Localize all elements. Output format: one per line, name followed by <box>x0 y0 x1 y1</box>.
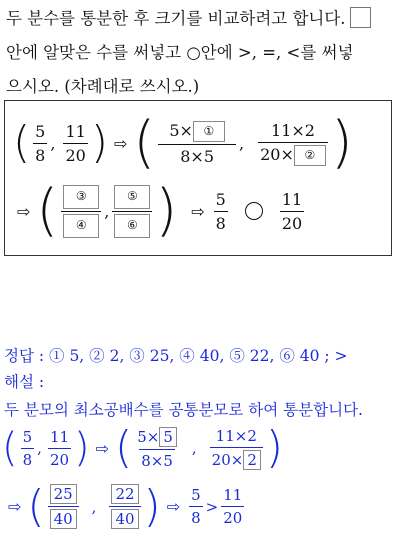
question-line-1 <box>6 2 398 36</box>
problem-row-1: ( $\frac{5}{8}$ , $\frac{11}{20}$ ) ⇨ ( $\frac{\text{5× ①}}{8\times 5}$ , $\frac{11\times 2}{\text{20× ②}}$ ) <box>13 110 353 175</box>
compare-fraction-1: $\frac{5}{8}$ <box>215 189 226 233</box>
right-arrow-icon: ⇨ <box>191 201 205 221</box>
right-arrow-icon: ⇨ <box>113 133 128 153</box>
question-text: 두 분수를 통분한 후 크기를 비교하려고 합니다. <box>6 9 346 28</box>
answer-blank-3[interactable]: ③ <box>63 185 99 209</box>
answer-blank-5[interactable]: ⑤ <box>114 185 150 209</box>
answer-blank-1[interactable]: ① <box>193 121 225 142</box>
question-line-2: 안에 알맞은 수를 써넣고 ○안에 >, =, <를 써넣 <box>6 43 354 62</box>
question-line-3: 으시오. (차례대로 쓰시오.) <box>6 77 200 96</box>
problem-row-2: ⇨ ( $\frac{\text{③}}{\text{④}}$ , $\frac{\text{⑤}}{\text{⑥}}$ ) ⇨ $\frac{5}{8}$ $\frac{11}{20}$ <box>17 178 303 243</box>
result-fraction-2 <box>112 185 152 238</box>
answer-line: 정답 : ① 5, ② 2, ③ 25, ④ 40, ⑤ 22, ⑥ 40 ; > <box>4 347 348 365</box>
answer-blank-2[interactable]: ② <box>294 145 326 166</box>
compare-circle-blank[interactable] <box>245 202 263 220</box>
answer-blank-4[interactable]: ④ <box>63 214 99 238</box>
solution-row-1: ( $\frac{5}{8}$ , $\frac{11}{20}$ ) ⇨ ( $\frac{5\times 5}{8\times 5}$ , $\frac{11\times 2}{20\times 2}$ ) <box>2 422 284 473</box>
right-arrow-icon: ⇨ <box>17 201 31 221</box>
explanation-text: 두 분모의 최소공배수를 공통분모로 하여 통분합니다. <box>4 401 363 419</box>
right-arrow-icon: ⇨ <box>95 438 110 458</box>
explanation-label: 해설 : <box>4 373 45 391</box>
right-arrow-icon: ⇨ <box>166 497 181 516</box>
blank-square-icon <box>350 7 371 28</box>
expanded-fraction-2: $\frac{11\times 2}{\text{20× ②}}$ <box>258 121 328 166</box>
solution-row-2: ⇨ ( $\frac{25}{40}$ , $\frac{22}{40}$ ) ⇨ $\frac{5}{8}$ > $\frac{11}{20}$ <box>8 480 243 532</box>
compare-symbol: > <box>205 497 219 516</box>
compare-fraction-2: $\frac{11}{20}$ <box>281 189 303 233</box>
expanded-fraction-1: $\frac{\text{5× ①}}{8\times 5}$ <box>158 121 236 166</box>
answer-blank-6[interactable]: ⑥ <box>114 214 150 238</box>
right-arrow-icon: ⇨ <box>8 497 22 516</box>
fraction-11-20: $\frac{11}{20}$ <box>65 121 86 165</box>
problem-frame <box>4 100 392 256</box>
result-fraction-1 <box>61 185 101 238</box>
fraction-5-8: $\frac{5}{8}$ <box>35 121 46 165</box>
